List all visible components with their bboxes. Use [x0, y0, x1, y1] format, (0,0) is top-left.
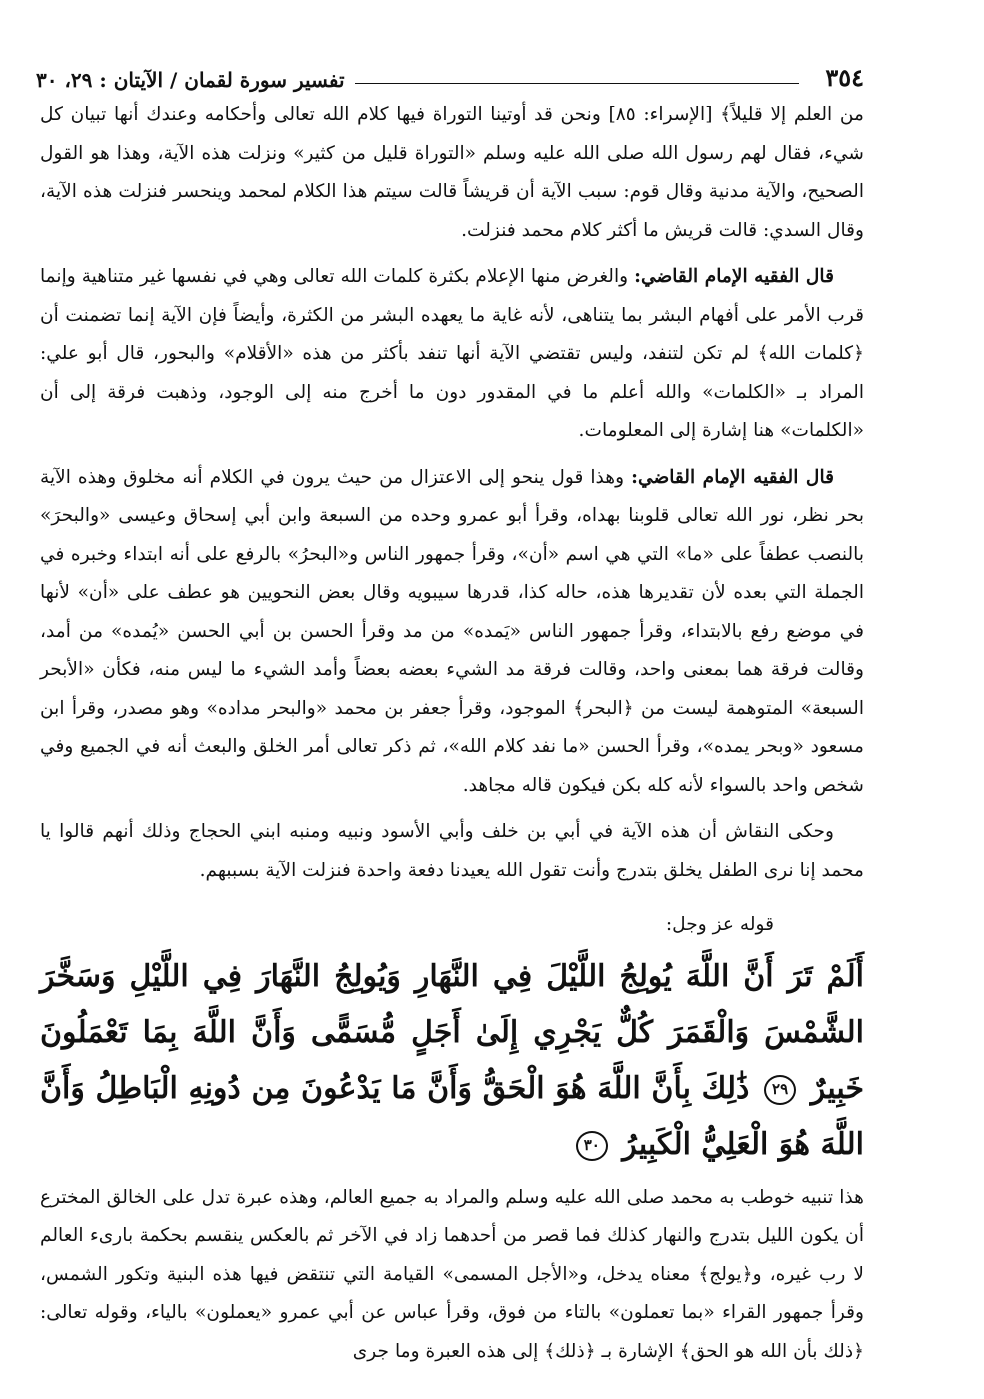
header-rule — [355, 83, 800, 84]
paragraph-2 — [40, 258, 864, 451]
paragraph-1: من العلم إلا قليلاً﴾ [الإسراء: ٨٥] ونحن قد أوتينا التوراة فيها كلام الله تعالى وأحكامه وعندك أنها تبيان كل شيء، فقال لهم رسول الله صلى الله عليه وسلم «التوراة قليل من كثير» ونزلت هذه الآية، وهذا هو القول الصحيح، والآية مدنية وقال قوم: سبب الآية أن قريشاً قالت سيتم هذا الكلام لمحمد وينحسر فنزلت هذه الآية، وقال السدي: قالت قريش ما أكثر كلام محمد فنزلت. — [40, 104, 865, 241]
running-header — [36, 52, 864, 92]
paragraph-4: وحكى النقاش أن هذه الآية في أبي بن خلف وأبي الأسود ونبيه ومنبه ابني الحجاج وذلك أنهم قالوا يا محمد إنا نرى الطفل يخلق بتدرج وأنت تقول الله يعيدنا دفعة واحدة فنزلت الآية بسببهم. — [40, 821, 864, 881]
quran-verse-block — [40, 949, 864, 1179]
running-title: تفسير سورة لقمان / الآيتان : ٢٩، ٣٠ — [36, 68, 345, 92]
paragraph-2-text: والغرض منها الإعلام بكثرة كلمات الله تعالى وهي في نفسها غير متناهية وإنما قرب الأمر على أفهام البشر بما يتناهى، لأنه غاية ما يعهده البشر من الكثرة، وأيضاً فإن الآية إنما تضمنت أن ﴿كلمات الله﴾ لم تكن لتنفد، وليس تقتضي الآية أنها تنفد بأكثر من هذه «الأقلام» والبحور، قال أبو علي: المراد بـ «الكلمات» والله أعلم ما في المقدور دون ما أخرج منه إلى الوجود، وذهبت فرقة إلى أن «الكلمات» هنا إشارة إلى المعلومات. — [40, 266, 864, 441]
verse-29-marker: ٢٩ — [764, 1075, 796, 1105]
main-text — [40, 96, 864, 1371]
speaker-label: قال الفقيه الإمام القاضي: — [634, 266, 834, 287]
verse-30-text: ذَٰلِكَ بِأَنَّ اللَّهَ هُوَ الْحَقُّ وَأَنَّ مَا يَدْعُونَ مِن دُونِهِ الْبَاطِلُ وَأَنَّ اللَّهَ هُوَ الْعَلِيُّ الْكَبِيرُ — [40, 1070, 864, 1162]
commentary-paragraph: هذا تنبيه خوطب به محمد صلى الله عليه وسلم والمراد به جميع العالم، وهذه عبرة تدل على الخالق المخترع أن يكون الليل بتدرج والنهار كذلك فما قصر من أحدهما زاد في الآخر ثم بالعكس ينقسم بحكمة بارىء العالم لا رب غيره، و﴿يولج﴾ معناه يدخل، و«الأجل المسمى» القيامة التي تنتقض فيها هذه البنية وتكور الشمس، وقرأ جمهور القراء «بما تعملون» بالتاء من فوق، وقرأ عباس عن أبي عمرو «يعملون» بالياء، وقوله تعالى: ﴿ذلك بأن الله هو الحق﴾ الإشارة بـ ﴿ذلك﴾ إلى هذه العبرة وما جرى — [40, 1186, 864, 1362]
verse-intro: قوله عز وجل: — [665, 914, 774, 935]
verse-29-text: أَلَمْ تَرَ أَنَّ اللَّهَ يُولِجُ اللَّيْلَ فِي النَّهَارِ وَيُولِجُ النَّهَارَ فِي اللَّيْلِ وَسَخَّرَ الشَّمْسَ وَالْقَمَرَ كُلٌّ يَجْرِي إِلَىٰ أَجَلٍ مُّسَمًّى وَأَنَّ اللَّهَ بِمَا تَعْمَلُونَ خَبِيرٌ — [40, 958, 864, 1106]
page-number: ٣٥٤ — [825, 63, 864, 92]
paragraph-3 — [40, 459, 864, 806]
verse-30-marker: ٣٠ — [576, 1131, 608, 1161]
speaker-label: قال الفقيه الإمام القاضي: — [631, 466, 834, 488]
paragraph-3-text: وهذا قول ينحو إلى الاعتزال من حيث يرون في الكلام أنه مخلوق وهذه الآية بحر نظر، نور الله تعالى قلوبنا بهداه، وقرأ أبو عمرو وحده من السبعة وابن أبي إسحاق وعيسى «والبحرَ» بالنصب عطفاً على «ما» التي هي اسم «أن»، وقرأ جمهور الناس و«البحرُ» بالرفع على أنه ابتداء وخبره في الجملة التي بعده لأن تقديرها هذه، حاله كذا، قدرها سيبويه وقال بعض النحويين هو عطف على «أن» لأنها في موضع رفع بالابتداء، وقرأ جمهور الناس «يَمده» من مد وقرأ الحسن بن أبي الحسن «يُمده» من أمد، وقالت فرقة هما بمعنى واحد، وقالت فرقة مد الشيء بعضه بعضاً وأمد الشيء ما ليس منه، فكأن «الأبحر السبعة» المتوهمة ليست من ﴿البحر﴾ الموجود، وقرأ جعفر بن محمد «والبحر مداده» وهو مصدر، وقرأ ابن مسعود «وبحر يمده»، وقرأ الحسن «ما نفد كلام الله»، ثم ذكر تعالى أمر الخلق والبعث أنه في الجميع وفي شخص واحد بالسواء لأنه كله بكن فيكون قاله مجاهد. — [40, 466, 864, 796]
